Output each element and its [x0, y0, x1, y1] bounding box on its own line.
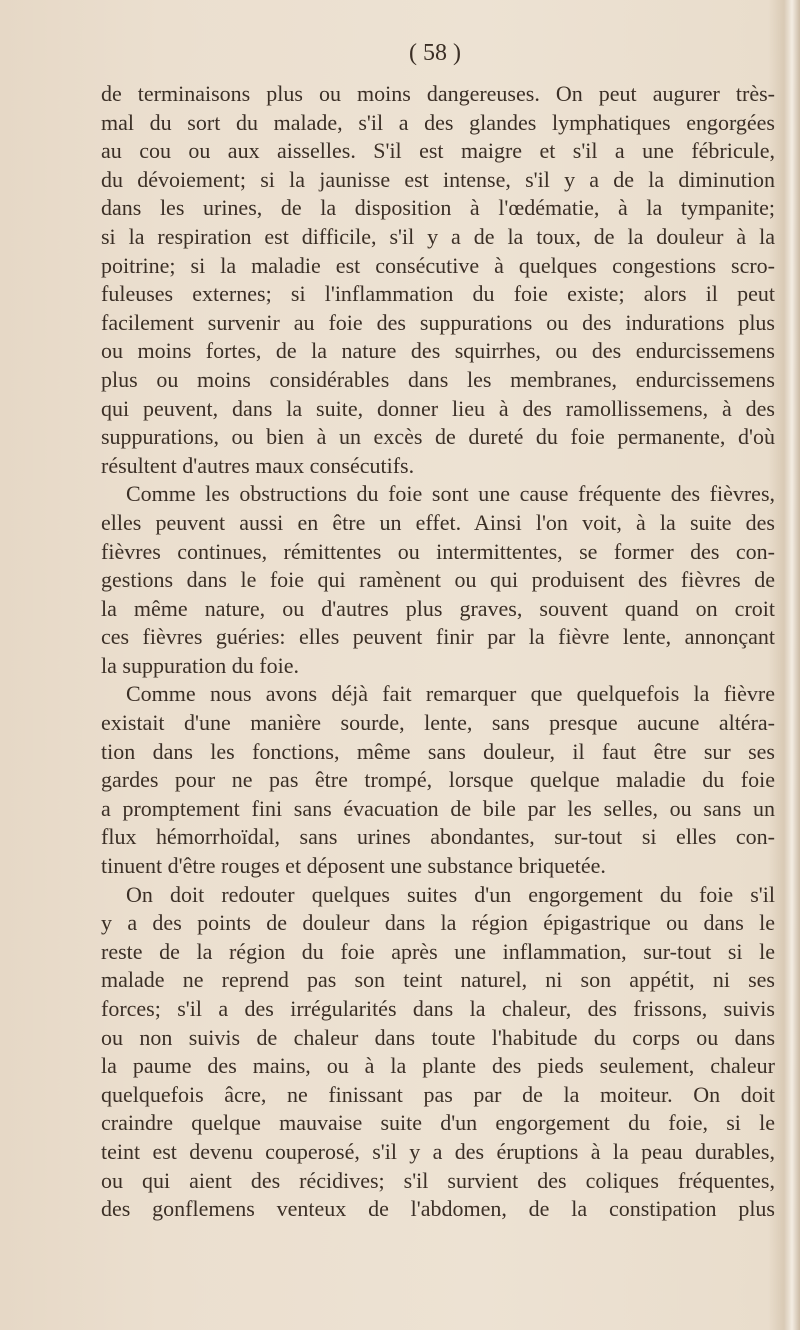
text-line: suppurations, ou bien à un excès de dureté du foie permanente, d'où — [101, 424, 775, 450]
text-line: la suppuration du foie. — [101, 652, 299, 678]
text-line: si la respiration est difficile, s'il y a de la toux, de la douleur à la — [101, 223, 775, 249]
text-line: résultent d'autres maux consécutifs. — [101, 452, 415, 478]
text-line: dans les urines, de la disposition à l'œdématie, à la tympanite; — [101, 195, 775, 221]
text-line: fièvres continues, rémittentes ou intermittentes, se former des con- — [101, 538, 775, 564]
text-line: ou qui aient des récidives; s'il survient des coliques fréquentes, — [101, 1167, 775, 1193]
text-line: ces fièvres guéries: elles peuvent finir par la fièvre lente, annonçant — [101, 624, 775, 650]
text-line: tinuent d'être rouges et déposent une substance briquetée. — [101, 853, 606, 879]
text-line: elles peuvent aussi en être un effet. Ainsi l'on voit, à la suite des — [101, 509, 775, 535]
text-line: a promptement fini sans évacuation de bile par les selles, ou sans un — [101, 795, 775, 821]
text-line: au cou ou aux aisselles. S'il est maigre et s'il a une fébricule, — [101, 138, 775, 164]
text-line: ou moins fortes, de la nature des squirrhes, ou des endurcissemens — [101, 338, 775, 364]
text-line: y a des points de douleur dans la région épigastrique ou dans le — [101, 910, 775, 936]
text-line: Comme nous avons déjà fait remarquer que quelquefois la fièvre — [126, 681, 775, 707]
text-line: plus ou moins considérables dans les membranes, endurcissemens — [101, 366, 775, 392]
text-line: gardes pour ne pas être trompé, lorsque quelque maladie du foie — [101, 767, 775, 793]
text-line: facilement survenir au foie des suppurations ou des indurations plus — [101, 309, 775, 335]
page-number: ( 58 ) — [409, 40, 461, 66]
text-line: la paume des mains, ou à la plante des pieds seulement, chaleur — [101, 1053, 775, 1079]
text-line: On doit redouter quelques suites d'un engorgement du foie s'il — [126, 881, 775, 907]
text-line: tion dans les fonctions, même sans douleur, il faut être sur ses — [101, 738, 775, 764]
text-line: malade ne reprend pas son teint naturel, ni son appétit, ni ses — [101, 967, 775, 993]
text-line: flux hémorrhoïdal, sans urines abondantes, sur-tout si elles con- — [101, 824, 775, 850]
text-line: forces; s'il a des irrégularités dans la chaleur, des frissons, suivis — [101, 996, 775, 1021]
text-line: ou non suivis de chaleur dans toute l'habitude du corps ou dans — [101, 1024, 775, 1050]
text-line: poitrine; si la maladie est consécutive à quelques congestions scro- — [101, 252, 775, 278]
text-line: Comme les obstructions du foie sont une cause fréquente des fièvres, — [126, 481, 775, 507]
text-line: la même nature, ou d'autres plus graves, souvent quand on croit — [101, 595, 775, 621]
text-line: quelquefois âcre, ne finissant pas par de la moiteur. On doit — [101, 1081, 775, 1107]
text-line: fuleuses externes; si l'inflammation du foie existe; alors il peut — [101, 281, 775, 307]
text-line: gestions dans le foie qui ramènent ou qui produisent des fièvres de — [101, 567, 775, 593]
text-line: existait d'une manière sourde, lente, sans presque aucune altéra- — [101, 710, 775, 736]
text-line: du dévoiement; si la jaunisse est intense, s'il y a de la diminution — [101, 166, 775, 192]
text-line: reste de la région du foie après une inflammation, sur-tout si le — [101, 938, 775, 964]
text-line: craindre quelque mauvaise suite d'un engorgement du foie, si le — [101, 1110, 775, 1136]
text-line: qui peuvent, dans la suite, donner lieu à des ramollissemens, à des — [101, 395, 775, 421]
text-line: mal du sort du malade, s'il a des glandes lymphatiques engorgées — [101, 109, 775, 135]
body-text — [101, 80, 775, 1224]
text-line: de terminaisons plus ou moins dangereuses. On peut augurer très- — [101, 81, 775, 106]
text-line: teint est devenu couperosé, s'il y a des éruptions à la peau durables, — [101, 1138, 775, 1164]
text-line: des gonflemens venteux de l'abdomen, de la constipation plus — [101, 1196, 775, 1222]
